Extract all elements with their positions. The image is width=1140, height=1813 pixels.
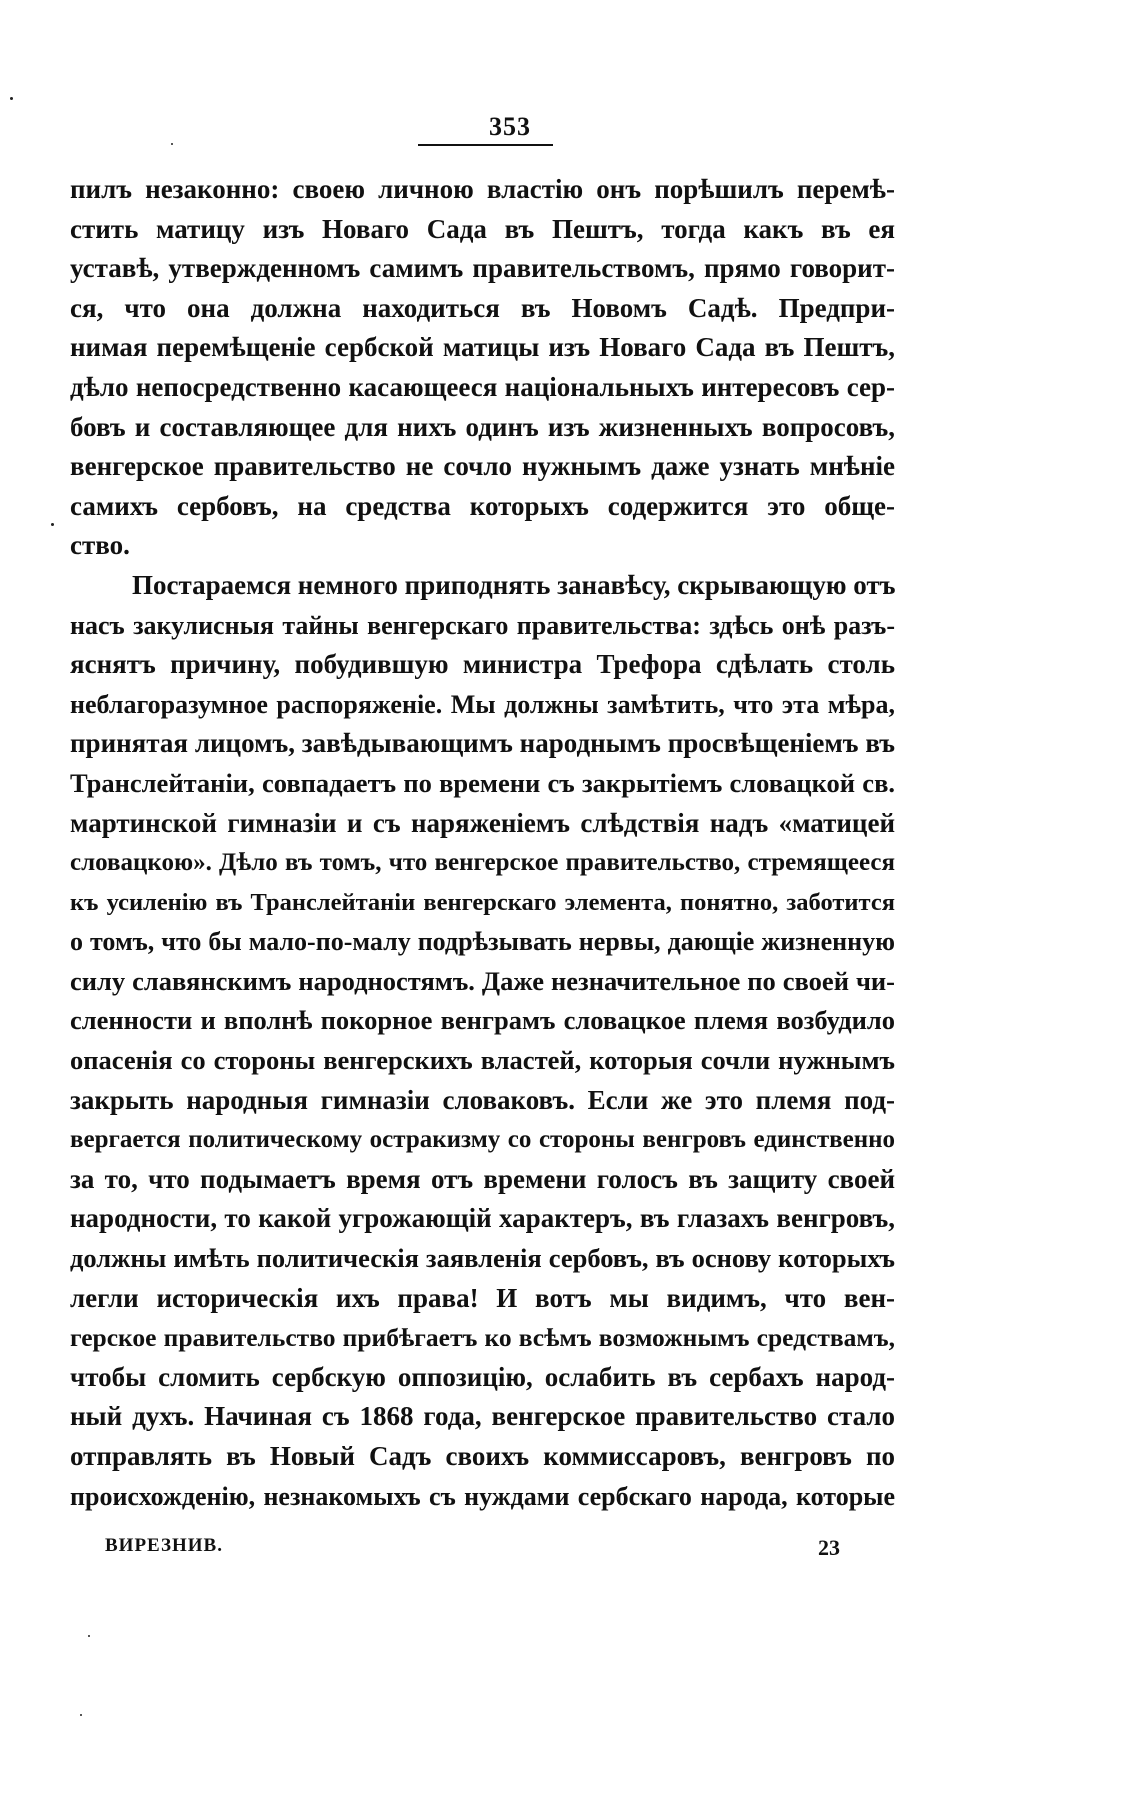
text-line: уставѣ, утвержденномъ самимъ правительствомъ, прямо говорит- — [70, 253, 895, 284]
scan-speck — [51, 523, 54, 526]
text-line: чтобы сломить сербскую оппозицію, ослабить въ сербахъ народ- — [70, 1361, 895, 1392]
text-line: Транслейтаніи, совпадаетъ по времени съ закрытіемъ словацкой св. — [70, 767, 895, 798]
text-line: венгерское правительство не сочло нужнымъ даже узнать мнѣніе — [70, 451, 895, 482]
footer-signature: ВИРЕЗНИВ. — [105, 1535, 223, 1556]
header-rule — [418, 144, 553, 146]
page-number: 353 — [489, 112, 531, 141]
signature-number: 23 — [818, 1535, 840, 1560]
text-line: ся, что она должна находиться въ Новомъ Садѣ. Предпри- — [70, 292, 895, 323]
text-line: герское правительство прибѣгаетъ ко всѣмъ возможнымъ средствамъ, — [70, 1323, 895, 1353]
text-line: силу славянскимъ народностямъ. Даже незначительное по своей чи- — [70, 965, 895, 996]
text-line: происхожденію, незнакомыхъ съ нуждами сербскаго народа, которые — [70, 1481, 895, 1511]
text-line: ство. — [70, 530, 130, 561]
text-line: самихъ сербовъ, на средства которыхъ содержится это обще- — [70, 490, 895, 521]
text-line: за то, что подымаетъ время отъ времени голосъ въ защиту своей — [70, 1163, 895, 1194]
text-line: опасенія со стороны венгерскихъ властей, которыя сочли нужнымъ — [70, 1045, 895, 1076]
text-line: насъ закулисныя тайны венгерскаго правительства: здѣсь онѣ разъ- — [70, 610, 895, 640]
text-line: стить матицу изъ Новаго Сада въ Пештъ, тогда какъ въ ея — [70, 213, 895, 244]
text-line: неблагоразумное распоряженіе. Мы должны замѣтить, что эта мѣра, — [70, 689, 895, 719]
text-line: вергается политическому остракизму со стороны венгровъ единственно — [70, 1126, 895, 1154]
text-line: Постараемся немного приподнять занавѣсу, скрывающую отъ — [132, 569, 895, 600]
scan-speck — [88, 1635, 90, 1637]
scan-speck — [10, 97, 13, 100]
text-line: бовъ и составляющее для нихъ одинъ изъ жизненныхъ вопросовъ, — [70, 411, 895, 442]
text-line: словацкою». Дѣло въ томъ, что венгерское правительство, стремящееся — [70, 849, 895, 877]
text-line: принятая лицомъ, завѣдывающимъ народнымъ просвѣщеніемъ въ — [70, 728, 895, 759]
scan-speck — [171, 143, 173, 145]
text-line: сленности и вполнѣ покорное венграмъ словацкое племя возбудило — [70, 1005, 895, 1036]
text-line: о томъ, что бы мало-по-малу подрѣзывать нервы, дающіе жизненную — [70, 927, 895, 957]
page-footer — [105, 1535, 840, 1569]
text-line: должны имѣть политическія заявленія сербовъ, въ основу которыхъ — [70, 1243, 895, 1274]
body-text — [70, 170, 895, 1516]
text-line: народности, то какой угрожающій характеръ, въ глазахъ венгровъ, — [70, 1203, 895, 1234]
scan-speck — [80, 1714, 82, 1716]
text-line: къ усиленію въ Транслейтаніи венгерскаго элемента, понятно, заботится — [70, 888, 895, 916]
text-line: пилъ незаконно: своею личною властію онъ порѣшилъ перемѣ- — [70, 174, 895, 204]
text-line: легли историческія ихъ права! И вотъ мы видимъ, что вен- — [70, 1282, 895, 1313]
text-line: закрыть народныя гимназіи словаковъ. Если же это племя под- — [70, 1084, 895, 1115]
text-line: мартинской гимназіи и съ наряженіемъ слѣдствія надъ «матицей — [70, 807, 895, 838]
text-line: отправлять въ Новый Садъ своихъ коммиссаровъ, венгровъ по — [70, 1441, 895, 1471]
text-line: дѣло непосредственно касающееся національныхъ интересовъ сер- — [70, 371, 895, 402]
text-line: яснятъ причину, побудившую министра Трефора сдѣлать столь — [70, 649, 895, 680]
text-line: нимая перемѣщеніе сербской матицы изъ Новаго Сада въ Пештъ, — [70, 332, 895, 363]
text-line: ный духъ. Начиная съ 1868 года, венгерское правительство стало — [70, 1401, 895, 1432]
